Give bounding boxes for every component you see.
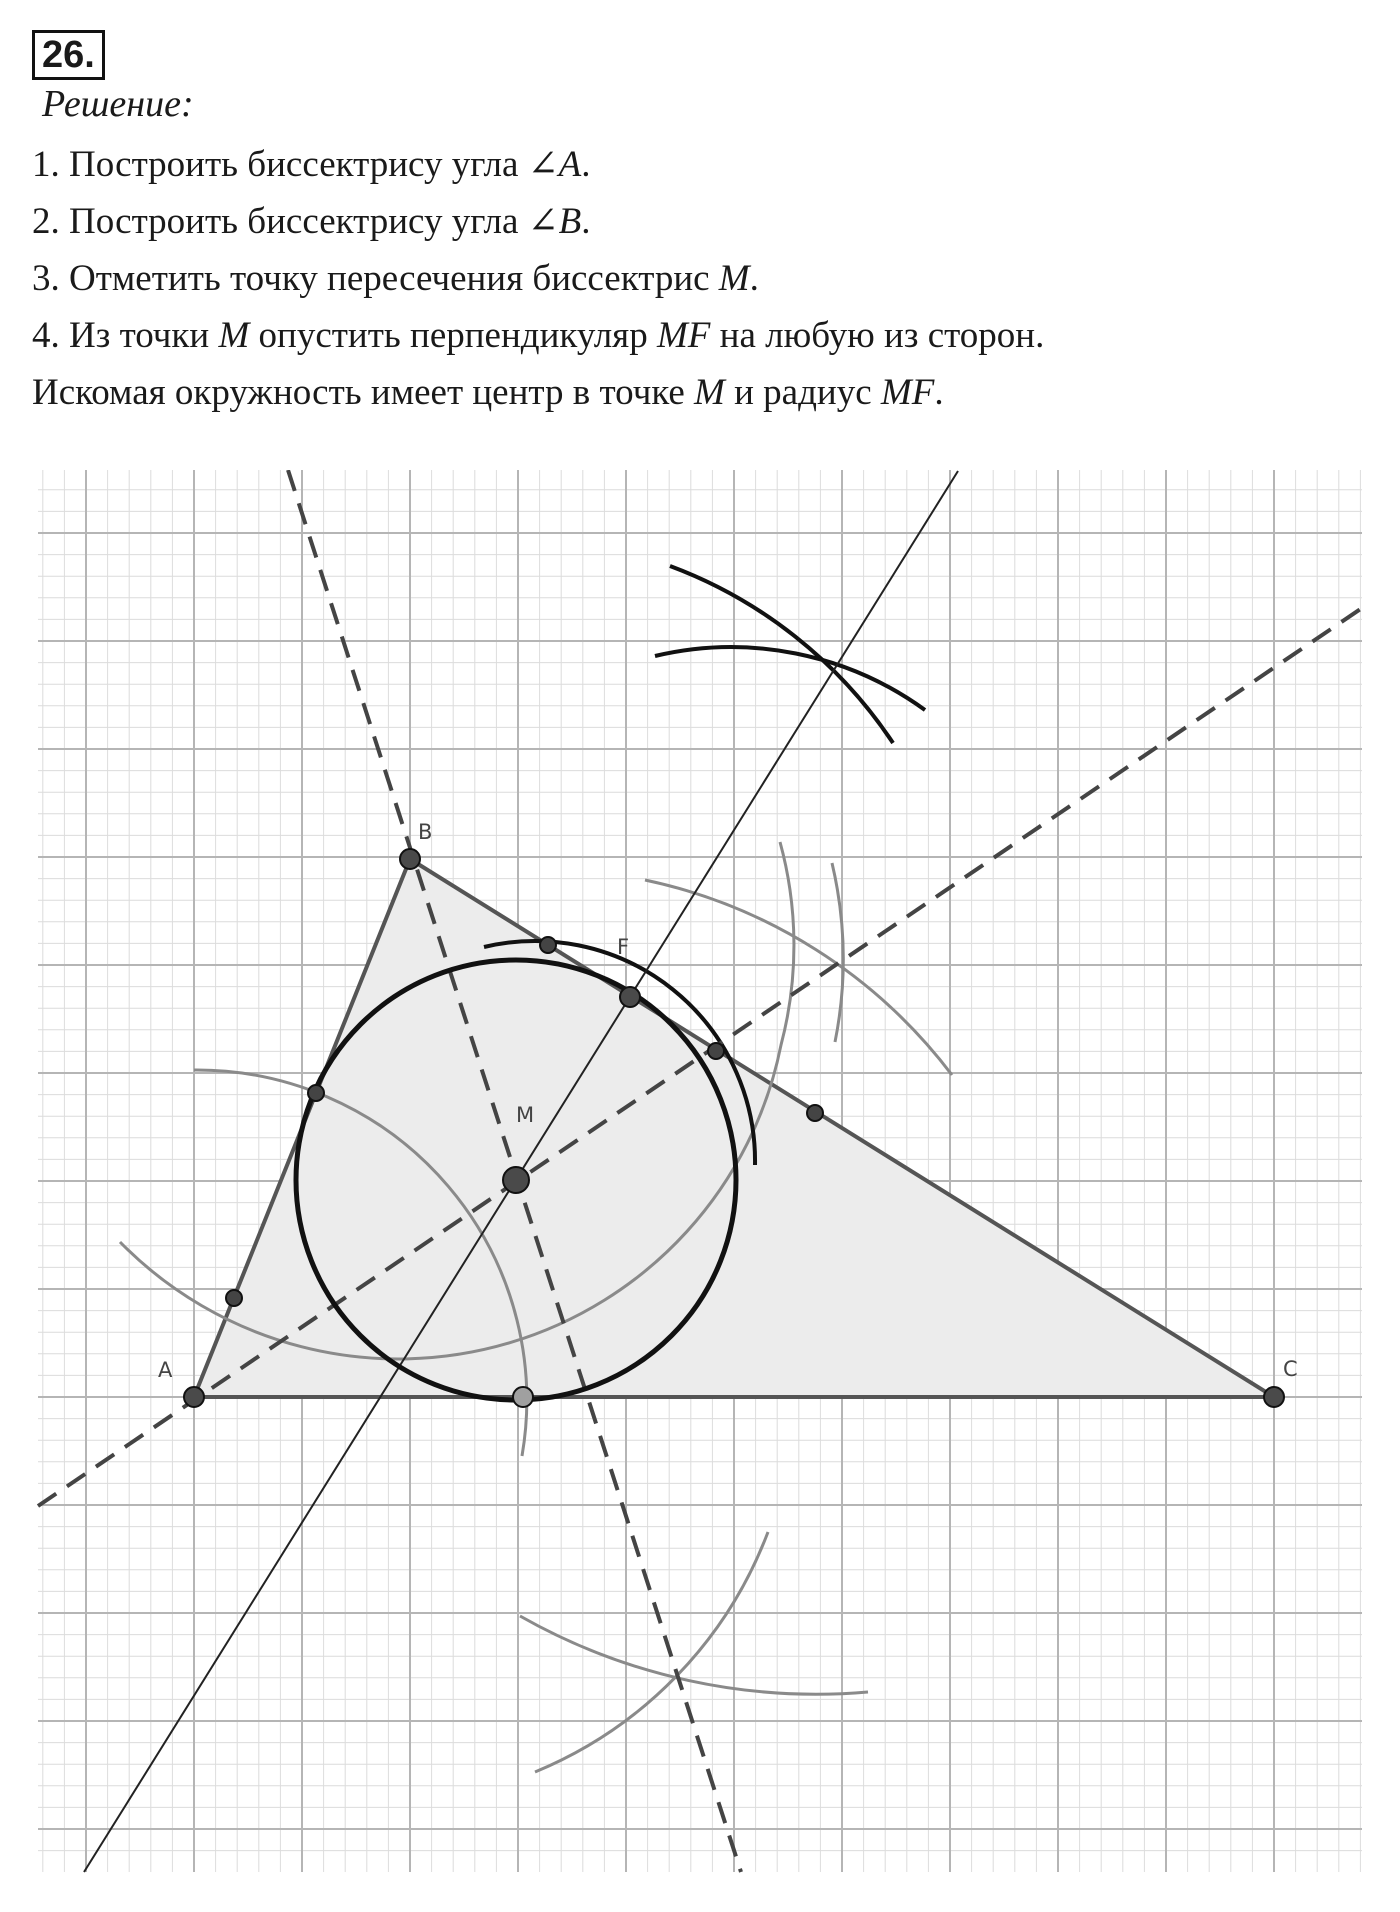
step-tail: . <box>749 258 759 299</box>
step-math: M <box>218 315 250 356</box>
point-a <box>184 1387 204 1407</box>
label-c: C <box>1283 1357 1298 1381</box>
label-f: F <box>617 935 630 959</box>
construction-figure <box>0 470 1400 1912</box>
point-arc-ab-lower <box>226 1290 242 1306</box>
step-tail: . <box>581 201 591 242</box>
arc-top-1 <box>670 566 893 743</box>
label-m: M <box>516 1103 535 1127</box>
conclusion-tail: и радиус <box>724 372 881 413</box>
step-text: 3. Отметить точку пересечения биссектрис <box>32 258 719 299</box>
point-foot <box>513 1387 533 1407</box>
point-arc-bc-2 <box>708 1043 724 1059</box>
step-math: MF <box>656 315 711 356</box>
step-text: 4. Из точки <box>32 315 219 356</box>
point-b <box>400 849 420 869</box>
step-text: 2. Построить биссектрису угла <box>32 201 528 242</box>
step-tail: . <box>581 144 591 185</box>
step-3 <box>32 250 1044 307</box>
point-f <box>620 987 640 1007</box>
conclusion-text: Искомая окружность имеет центр в точке <box>32 372 695 413</box>
solution-steps <box>32 136 1044 421</box>
step-math: ∠B <box>527 201 582 242</box>
conclusion-math: M <box>694 372 725 413</box>
label-a: A <box>158 1358 173 1382</box>
step-math: M <box>718 258 750 299</box>
point-arc-bc-3 <box>807 1105 823 1121</box>
step-1 <box>32 136 1044 193</box>
point-m <box>503 1167 529 1193</box>
point-tangent-ab <box>308 1085 324 1101</box>
step-4 <box>32 307 1044 364</box>
conclusion-tail: . <box>934 372 944 413</box>
step-text: 1. Построить биссектрису угла <box>32 144 528 185</box>
step-math: ∠A <box>527 144 582 185</box>
solution-label: Решение: <box>42 83 194 125</box>
arc-top-2 <box>655 647 925 710</box>
step-tail: опустить перпендикуляр <box>249 315 657 356</box>
point-c <box>1264 1387 1284 1407</box>
conclusion <box>32 364 1044 421</box>
step-tail: на любую из сторон. <box>710 315 1045 356</box>
task-number: 26. <box>32 30 105 80</box>
point-arc-bc-1 <box>540 937 556 953</box>
step-2 <box>32 193 1044 250</box>
conclusion-math: MF <box>880 372 935 413</box>
label-b: B <box>418 820 433 844</box>
